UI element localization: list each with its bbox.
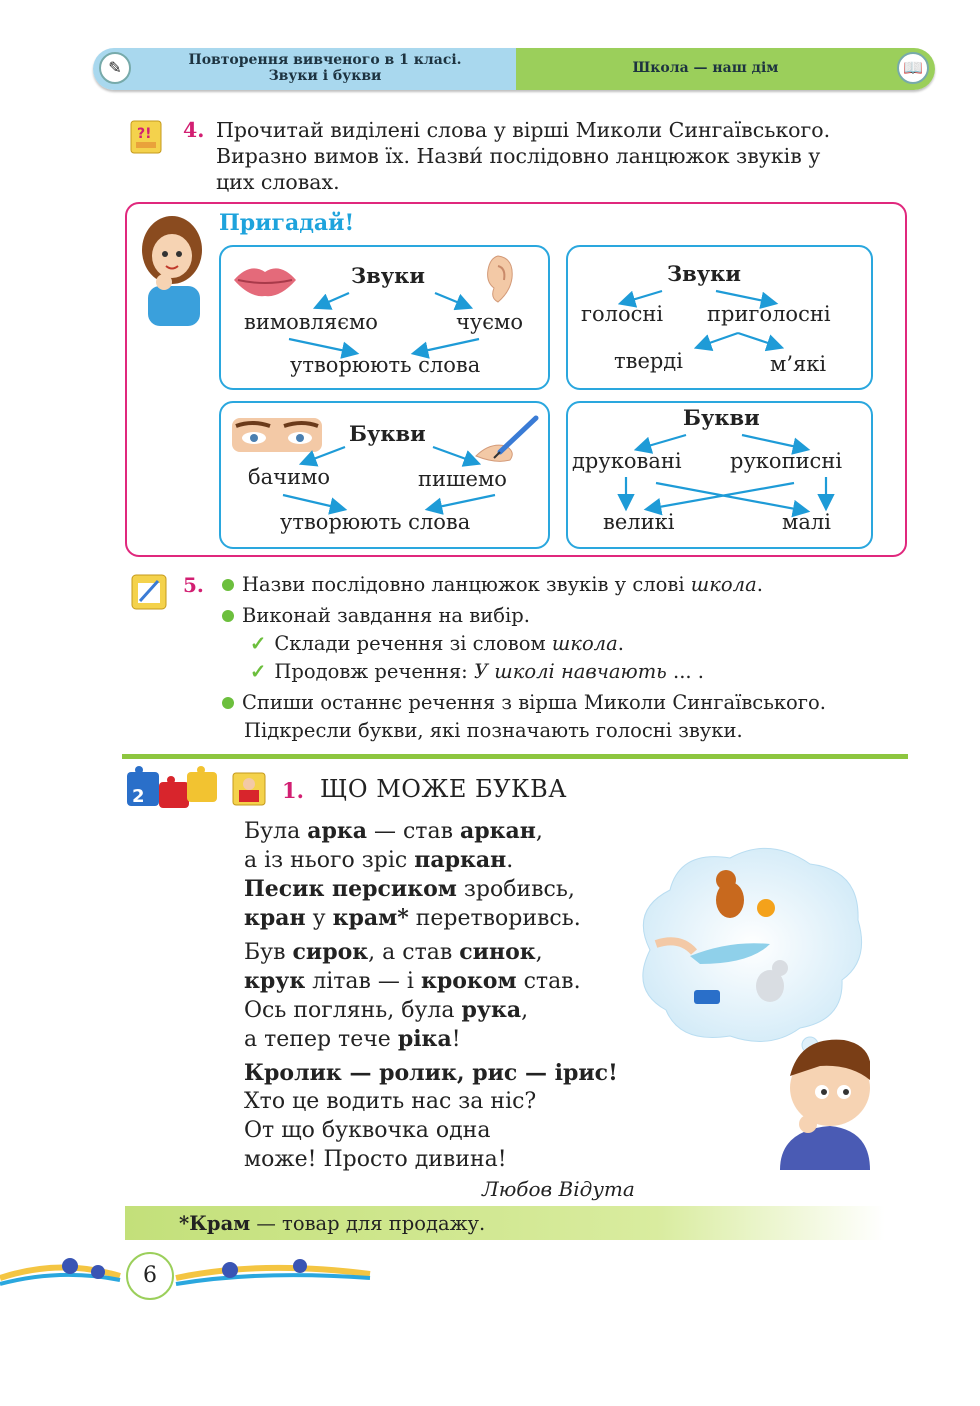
girl-illustration xyxy=(134,212,214,332)
task5-number: 5. xyxy=(183,573,204,597)
box2-left: голосні xyxy=(581,302,664,326)
task5-sub2: ✓ Продовж речення: У школі навчають ... . xyxy=(250,660,705,683)
remind-title: Пригадай! xyxy=(219,210,355,236)
section-title: Повторення вивченого в 1 класі. Звуки і букви xyxy=(188,52,462,84)
poem-line: Була арка — став аркан, xyxy=(244,818,543,844)
box1-arrows xyxy=(219,245,550,390)
box1-bottom: утворюють слова xyxy=(290,353,481,377)
book-icon: 📖 xyxy=(897,52,929,84)
task5-item3-line2: Підкресли букви, які позначають голосні звуки. xyxy=(244,719,743,742)
box4-bottom-right: малі xyxy=(782,510,831,534)
section-divider xyxy=(122,754,908,759)
poem-line: а із нього зріс паркан. xyxy=(244,847,514,873)
section-banner xyxy=(93,48,516,90)
poem-line: а тепер тече ріка! xyxy=(244,1026,461,1052)
floral-ornament xyxy=(0,1248,380,1308)
box2-right: приголосні xyxy=(707,302,831,326)
task4-text: 4. Прочитай виділені слова у вірші Миколи Сингаївського. Виразно вимов їх. Назви́ послідовно ланцюжок звуків у цих словах. xyxy=(183,118,831,194)
poem-title: ЩО МОЖЕ БУКВА xyxy=(320,775,567,803)
poem-line: може! Просто дивина! xyxy=(244,1147,507,1172)
box4-left: друковані xyxy=(572,449,682,473)
box3-bottom: утворюють слова xyxy=(280,510,471,534)
poem-line: Хто це водить нас за ніс? xyxy=(244,1089,537,1114)
box4-heading: Букви xyxy=(683,405,760,430)
task5-sub1: ✓ Склади речення зі словом школа. xyxy=(250,632,624,655)
poem-line: Був сирок, а став синок, xyxy=(244,939,543,965)
box4-bottom-left: великі xyxy=(603,510,675,534)
box3-heading: Букви xyxy=(349,421,426,446)
poem-line: кран у крам* перетворивсь. xyxy=(244,905,581,931)
check-icon: ✓ xyxy=(250,632,267,655)
box2-arrows xyxy=(566,245,873,390)
box1-left: вимовляємо xyxy=(244,310,378,334)
box2-heading: Звуки xyxy=(667,261,741,286)
poem-line: От що буквочка одна xyxy=(244,1118,491,1143)
box3-right: пишемо xyxy=(418,467,507,491)
lesson-blocks-icon xyxy=(125,764,221,810)
task5-item1: Назви послідовно ланцюжок звуків у слові школа. xyxy=(222,573,763,596)
poem-task-number: 1. xyxy=(282,778,304,803)
box4-right: рукописні xyxy=(730,449,843,473)
chapter-title: Школа — наш дім xyxy=(632,60,779,76)
reading-task-icon xyxy=(128,116,168,156)
footnote-bar xyxy=(125,1206,885,1240)
task5-item2: Виконай завдання на вибір. xyxy=(222,604,530,627)
box4-arrows xyxy=(566,401,873,549)
poem-line: Песик персиком зробивсь, xyxy=(244,876,575,902)
task-number: 4. xyxy=(183,118,205,142)
reading-book-icon xyxy=(230,770,270,810)
page-header xyxy=(93,48,935,90)
footnote-text: *Крам — товар для продажу. xyxy=(179,1212,486,1235)
poem-line: крук літав — і кроком став. xyxy=(244,968,581,994)
poem-line: Ось поглянь, була рука, xyxy=(244,997,529,1023)
writing-task-icon xyxy=(128,571,172,615)
box3-left: бачимо xyxy=(248,465,331,489)
page-number: 6 xyxy=(126,1252,174,1300)
svg-text:2: 2 xyxy=(132,786,145,807)
poem-line: Кролик — ролик, рис — ірис! xyxy=(244,1060,618,1086)
box2-bottom-left: тверді xyxy=(614,349,683,373)
thinking-boy-illustration xyxy=(630,840,870,1170)
check-icon: ✓ xyxy=(250,660,267,683)
pencil-icon: ✎ xyxy=(99,52,131,84)
box2-bottom-right: м’які xyxy=(770,352,827,376)
box3-arrows xyxy=(219,401,550,549)
box1-heading: Звуки xyxy=(351,263,425,288)
svg-text:?!: ?! xyxy=(137,126,152,142)
box1-right: чуємо xyxy=(456,310,523,334)
poem-author: Любов Відута xyxy=(482,1177,635,1201)
task5-item3: Спиши останнє речення з вірша Миколи Сингаївського. xyxy=(222,691,826,714)
chapter-banner xyxy=(516,48,935,90)
